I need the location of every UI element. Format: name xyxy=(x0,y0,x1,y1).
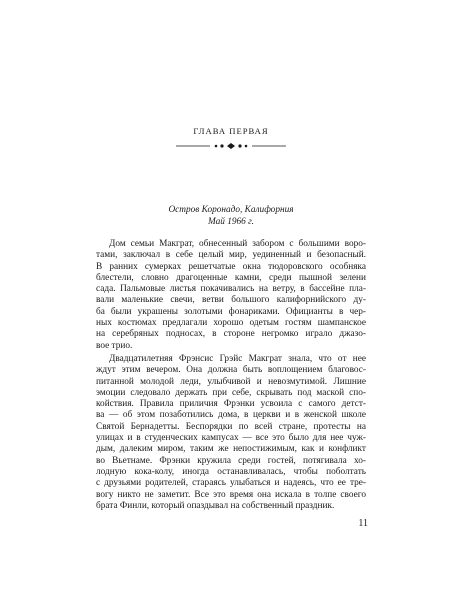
epigraph-date: Май 1966 г. xyxy=(208,216,254,227)
text-line: с друзьями родителей, стараясь улыбаться и надеясь, что ее тре- xyxy=(96,478,366,489)
text-line: во Вьетнаме. Фрэнки кружила среди гостей, потягивала хо- xyxy=(96,455,366,466)
epigraph-place: Остров Коронадо, Калифорния xyxy=(168,205,294,215)
text-line: ба были украшены золотыми фонариками. Официанты в чер- xyxy=(96,306,366,317)
text-line: сада. Пальмовые листья покачивались на ветру, в бассейне пла- xyxy=(96,284,366,295)
text-line: Дом семьи Макграт, обнесенный забором с большими воро- xyxy=(109,239,366,249)
text-line: на серебряных подносах, в стороне негромко играло джазо- xyxy=(96,329,366,340)
text-line: ждут этим вечером. Она должна быть воплощением благовос- xyxy=(96,365,366,376)
text-line: вали маленькие свечи, ветви большого калифорнийского ду- xyxy=(96,295,366,306)
text-line: эмоции следовало держать при себе, скрывать под маской спо- xyxy=(96,387,366,398)
paragraph xyxy=(96,239,366,352)
text-line: лодную кока-колу, иногда останавливалась, чтобы поболтать xyxy=(96,466,366,477)
text-line: питанной молодой леди, улыбчивой и невозмутимой. Лишние xyxy=(96,376,366,387)
text-line: тами, заключал в себе целый мир, уединенный и безопасный. xyxy=(96,250,366,261)
text-line: Святой Бернадетты. Беспорядки по всей стране, протесты на xyxy=(96,421,366,432)
ornament-divider-icon xyxy=(176,142,286,150)
text-line: улицах и в студенческих кампусах — все это было для нее чуж- xyxy=(96,433,366,444)
paragraph xyxy=(96,354,366,512)
text-line: дым, далеким миром, таким же непостижимым, как и конфликт xyxy=(96,444,366,455)
page-number: 11 xyxy=(358,518,368,529)
text-line: койствия. Правила приличия Фрэнки усвоила с самого детст- xyxy=(96,399,366,410)
text-line: брата Финли, который опаздывал на собственный праздник. xyxy=(96,500,335,511)
text-line: блестели, словно драгоценные камни, среди пышной зелени xyxy=(96,272,366,283)
chapter-title: ГЛАВА ПЕРВАЯ xyxy=(193,126,269,136)
text-line: ва — об этом позаботились дома, в церкви и в женской школе xyxy=(96,410,366,421)
text-line: В ранних сумерках решетчатые окна тюдоровского особняка xyxy=(96,261,366,272)
text-line: вое трио. xyxy=(96,340,133,351)
body-text xyxy=(96,239,366,514)
text-line: ных костюмах предлагали хорошо одетым гостям шампанское xyxy=(96,318,366,329)
text-line: Двадцатилетняя Фрэнсис Грэйс Макграт знала, что от нее xyxy=(109,353,366,364)
epigraph xyxy=(96,205,366,228)
text-line: вогу никто не заметит. Все это время она искала в толпе своего xyxy=(96,489,366,500)
